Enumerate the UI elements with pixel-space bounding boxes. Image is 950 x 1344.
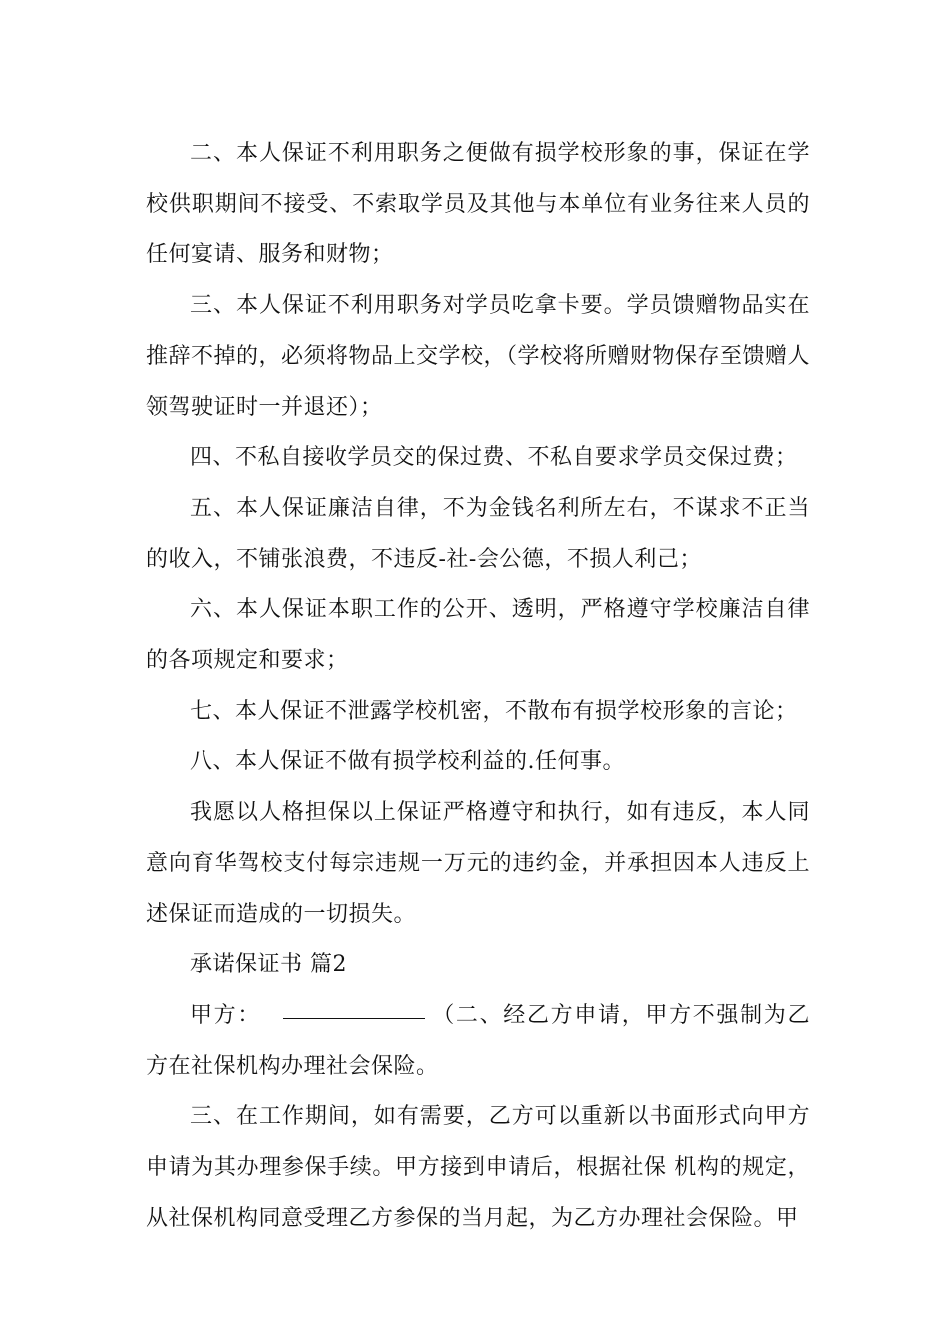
clause-five: 五、本人保证廉洁自律，不为金钱名利所左右，不谋求不正当的收入，不铺张浪费，不违反-社-会公德，不损人利己； [146, 495, 810, 572]
clause-eight: 八、本人保证不做有损学校利益的.任何事。 [190, 749, 625, 775]
clause-three-insurance: 三、在工作期间，如有需要，乙方可以重新以书面形式向甲方申请为其办理参保手续。甲方接到申请后，根据社保 机构的规定，从社保机构同意受理乙方参保的当月起，为乙方办理社会保险。甲 [146, 1104, 810, 1231]
clause-four: 四、不私自接收学员交的保过费、不私自要求学员交保过费； [190, 445, 798, 471]
clause-two: 二、本人保证不利用职务之便做有损学校形象的事，保证在学校供职期间不接受、不索取学员及其他与本单位有业务往来人员的任何宴请、服务和财物； [146, 141, 810, 268]
party-a-blank-line [283, 1017, 425, 1019]
clause-six: 六、本人保证本职工作的公开、透明，严格遵守学校廉洁自律的各项规定和要求； [146, 597, 810, 674]
clause-seven: 七、本人保证不泄露学校机密，不散布有损学校形象的言论； [190, 698, 798, 724]
party-a-paragraph [146, 991, 810, 1092]
section-heading: 承诺保证书 篇2 [190, 952, 347, 978]
clause-three: 三、本人保证不利用职务对学员吃拿卡要。学员馈赠物品实在推辞不掉的，必须将物品上交学校，（学校将所赠财物保存至馈赠人领驾驶证时一并退还）； [146, 293, 811, 420]
guarantee-statement: 我愿以人格担保以上保证严格遵守和执行，如有违反，本人同意向育华驾校支付每宗违规一万元的违约金，并承担因本人违反上述保证而造成的一切损失。 [146, 800, 810, 927]
party-a-label: 甲方： [190, 1002, 262, 1028]
party-a-text: （二、经乙方申请，甲方不强制为乙方在社保机构办理社会保险。 [146, 1002, 810, 1079]
